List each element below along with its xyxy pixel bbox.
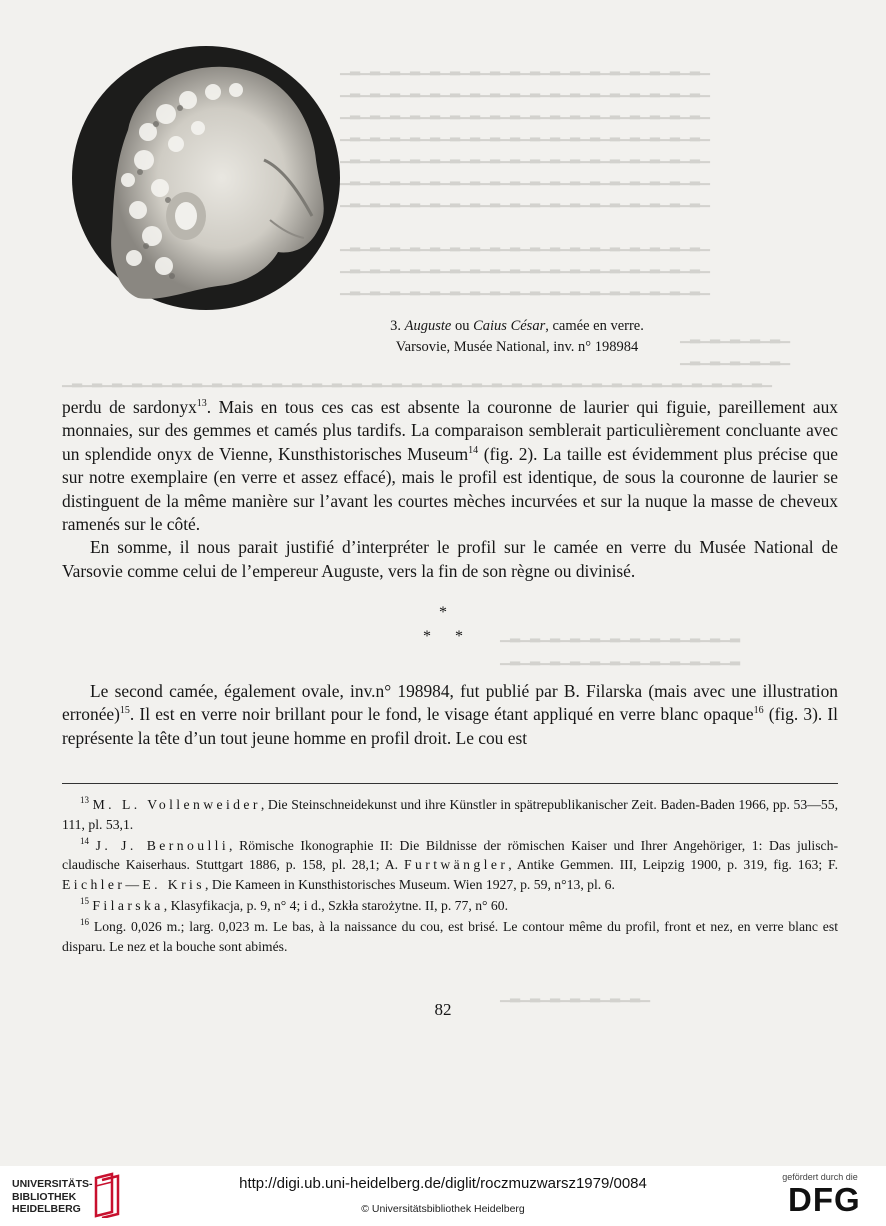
footnote-ref-16[interactable]: 16 (753, 705, 764, 717)
footnote-text: Long. 0,026 m.; larg. 0,023 m. Le bas, à la naissance du cou, est brisé. Le contour même du profil, front et nez, en verre blanc est disparu. Le nez et la bouche sont abimés. (62, 919, 838, 954)
caption-line-1 (354, 316, 680, 337)
p3-text-b: . Il est en verre noir brillant pour le fond, le visage étant appliqué en verre blanc opaque (129, 704, 754, 725)
p1-text-a: perdu de sardonyx (62, 397, 197, 417)
footnote-16 (62, 917, 838, 956)
copyright-notice: © Universitätsbibliothek Heidelberg (361, 1203, 525, 1215)
section-separator (400, 604, 486, 654)
p3-text-c: (fig. 3). Il représente la tête d’un tout jeune homme en profil droit. Le cou est (62, 704, 838, 748)
footnote-15 (62, 896, 838, 916)
p1-text-b: . Mais en tous ces cas est absente la couronne de laurier qui figuie, pareillement aux monnaies, sur des gemmes et camés plus tardifs. La comparaison semblerait particulièrement concluante avec un splendide onyx de Vienne, Kunsthistorisches Museum (62, 397, 838, 464)
footnote-text-2: , Antike Gemmen. III, Leipzig 1900, p. 319, fig. 163; F. (508, 857, 838, 873)
dfg-logo: DFG (788, 1181, 861, 1218)
caption-alt-title: Caius César (473, 318, 546, 334)
figure-number: 3. (390, 318, 402, 334)
footnote-text: , Römische Ikonographie II: Die Bildnisse der römischen Kaiser und Ihrer Angehöriger, 1: Das julisch-claudische Kaiserhaus. Stuttgart 1886, p. 158, pl. 28,1; A. (62, 837, 838, 873)
footnote-13 (62, 795, 838, 834)
paragraph-1 (62, 396, 838, 536)
separator-star-left: * (423, 628, 431, 645)
footnote-author-3: Eichler—E. Kris (62, 876, 205, 892)
caption-rest: , camée en verre. (545, 318, 644, 334)
library-line-1: UNIVERSITÄTS- (12, 1178, 93, 1190)
p1-text-c: (fig. 2). La taille est évidemment plus précise que sur notre exemplaire (en verre et assez effacé), mais le profil est identique, de sous la couronne de laurier se distinguent de la même manière sur l’avant les courtes mèches incurvées et sur la nuque la masse de cheveux ramenés sur le côté. (62, 443, 838, 535)
scanned-page: ▁▂▁▂▁▂▁▂▁▂▁▂▁▂▁▂▁▂▁▂▁▂▁▂▁▂▁▂▁▂▁▂▁▂▁▂▁ ▁▂▁▂▁▂▁▂▁▂▁▂▁▂▁▂▁▂▁▂▁▂▁▂▁▂▁▂▁▂▁▂▁▂▁▂▁ ▁▂▁▂▁▂▁▂▁▂▁▂▁▂▁▂▁▂▁▂▁▂▁▂▁▂▁▂▁▂▁▂▁▂▁▂▁ ▁▂▁▂▁▂▁▂▁▂▁▂▁▂▁▂▁▂▁▂▁▂▁▂▁▂▁▂▁▂▁▂▁▂▁▂▁ ▁▂▁▂▁▂▁▂▁▂▁▂▁▂▁▂▁▂▁▂▁▂▁▂▁▂▁▂▁▂▁▂▁▂▁▂▁ ▁▂▁▂▁▂▁▂▁▂▁▂▁▂▁▂▁▂▁▂▁▂▁▂▁▂▁▂▁▂▁▂▁▂▁▂▁ ▁▂▁▂▁▂▁▂▁▂▁▂▁▂▁▂▁▂▁▂▁▂▁▂▁▂▁▂▁▂▁▂▁▂▁▂▁ ▁▂▁▂▁▂▁▂▁▂▁▂▁▂▁▂▁▂▁▂▁▂▁▂▁▂▁▂▁▂▁▂▁▂▁▂▁ ▁▂▁▂▁▂▁▂▁▂▁▂▁▂▁▂▁▂▁▂▁▂▁▂▁▂▁▂▁▂▁▂▁▂▁▂▁ ▁▂▁▂▁▂▁▂▁▂▁▂▁▂▁▂▁▂▁▂▁▂▁▂▁▂▁▂▁▂▁▂▁▂▁▂▁ ▁▂▁▂▁▂▁▂▁▂▁ ▁▂▁▂▁▂▁▂▁▂▁ ▁▂▁▂▁▂▁▂▁▂▁▂▁▂▁▂▁▂▁▂▁▂▁▂▁▂▁▂▁▂▁▂▁▂▁▂▁▂▁▂▁▂▁▂▁▂▁▂▁▂▁▂▁▂▁▂▁▂▁▂▁▂▁▂▁▂▁▂▁▂▁ ▁▂▁▂▁▂▁▂▁▂▁▂▁▂▁▂▁▂▁▂▁▂▁▂ ▁▂▁▂▁▂▁▂▁▂▁▂▁▂▁▂▁▂▁▂▁▂▁▂ ▁▂▁▂▁▂▁▂▁▂▁▂▁▂▁ 3. Auguste ou Caius César, camée en verre. Varsovie, Musée National, inv. n° 198984 perdu de sardonyx$^{13}$. Mais en tous ces cas est absente la couronne de laurier qui figuie, pareillement aux monnaies, sur des gemmes et camés plus tardifs. La comparaison semblerait particulièrement concluante avec un splendide onyx de Vienne, Kunsthistorisches Museum$^{14}$ (fig. 2). La taille est évidemment plus précise que sur notre exemplaire (en verre et assez effacé), mais le profil est identique, de sous la couronne de laurier se distinguent de la même manière sur l’avant les courtes mèches incurvées et sur la nuque la masse de cheveux ramenés sur le côté. En somme, il nous parait justifié d’interpréter le profil sur le camée en verre du Musée National de Varsovie comme celui de l’empereur Auguste, vers la fin de son règne ou divinisé. * * * Le second camée, également ovale, inv.n° 198984, fut publié par B. Filarska (mais avec une illustration erronée)$^{15}$. Il est en verre noir brillant pour le fond, le visage étant appliqué en verre blanc opaque$^{16}$ (fig. 3). Il représente la tête d’un tout jeune homme en profil droit. Le cou est $^{13}$ M. L. Vollenweider, Die Steinschneidekunst und ihre Künstler in spätrepublikanischer Zeit. Baden-Baden 1966, pp. 53—55, 111, pl. 53,1. $^{14}$ J. J. Bernoulli, Römische Ikonographie II: Die Bildnisse der römischen Kaiser und Ihrer Angehöriger, 1: Das julisch-claudische Kaiserhaus. Stuttgart 1886, p. 158, pl. 28,1; A. Furtwängler, Antike Gemmen. III, Leipzig 1900, p. 319, fig. 163; F. Eichler—E. Kris, Die Kameen in Kunsthistorisches Museum. Wien 1927, p. 59, n°13, pl. 6. $^{15}$ Filarska, Klasyfikacja, p. 9, n° 4; i d., Szkła starożytne. II, p. 77, n° 60. $^{16}$ Long. 0,026 m.; larg. 0,023 m. Le bas, à la naissance du cou, est brisé. Le contour même du profil, front et nez, en verre blanc est disparu. Le nez et la bouche sont abimés. 82 (0, 0, 886, 1166)
footnote-ref-14[interactable]: 14 (468, 444, 479, 456)
footnote-ref-15[interactable]: 15 (119, 705, 130, 717)
footnote-author: M. L. Vollenweider (92, 797, 261, 812)
footnote-text: , Die Steinschneidekunst und ihre Künstler in spätrepublikanischer Zeit. Baden-Baden 1966, pp. 53—55, 111, pl. 53,1. (62, 797, 839, 832)
caption-line-2: Varsovie, Musée National, inv. n° 198984 (395, 339, 639, 355)
footnote-rule (62, 783, 838, 784)
footnote-number: 15 (80, 895, 89, 906)
p3-text-a: Le second camée, également ovale, inv.n° 198984, fut publié par B. Filarska (mais avec une illustration erronée) (62, 681, 838, 725)
cameo-photograph (68, 40, 351, 318)
separator-star-top: * (439, 604, 447, 621)
footnote-text-3: , Die Kameen in Kunsthistorisches Museum. Wien 1927, p. 59, n°13, pl. 6. (204, 876, 615, 892)
separator-star-right: * (455, 628, 463, 645)
document-url-link[interactable]: http://digi.ub.uni-heidelberg.de/diglit/roczmuzwarsz1979/0084 (239, 1175, 647, 1192)
footnote-14 (62, 836, 838, 895)
footnote-number: 14 (80, 835, 89, 846)
footnote-number: 16 (80, 917, 89, 928)
paragraph-2: En somme, il nous parait justifié d’interpréter le profil sur le camée en verre du Musée National de Varsovie comme celui de l’empereur Auguste, vers la fin de son règne ou divinisé. (62, 537, 838, 581)
figure-caption (354, 316, 680, 358)
footnote-author-2: Furtwängler (403, 857, 509, 873)
funded-by-label: gefördert durch die (782, 1172, 858, 1182)
library-line-2: BIBLIOTHEK (12, 1190, 77, 1203)
body-text-top (62, 396, 838, 583)
caption-title: Auguste (404, 318, 452, 334)
body-text-bottom (62, 680, 838, 750)
page-number: 82 (434, 1000, 452, 1019)
footnote-ref-13[interactable]: 13 (196, 398, 207, 409)
caption-ou: ou (451, 318, 474, 334)
paragraph-3 (62, 680, 838, 750)
footnote-author: Filarska (92, 897, 164, 913)
footnote-text: , Klasyfikacja, p. 9, n° 4; i d., Szkła starożytne. II, p. 77, n° 60. (163, 897, 509, 913)
footnotes (62, 795, 838, 958)
footnote-author: J. J. Bernoulli (95, 837, 230, 853)
footnote-number: 13 (80, 795, 89, 805)
library-line-3: HEIDELBERG (12, 1203, 81, 1215)
